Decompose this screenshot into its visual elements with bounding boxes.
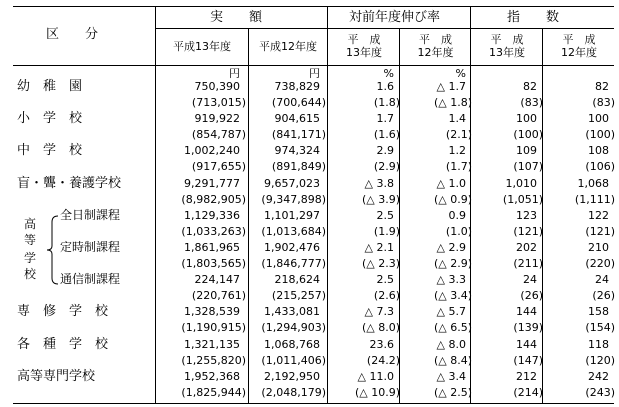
row-label: 定時制課程 <box>60 240 121 254</box>
table-cell: (1,294,903) <box>261 321 326 334</box>
table-cell: (1,033,263) <box>181 225 246 238</box>
table-cell: (1.9) <box>373 225 400 238</box>
header-growth-h12-l1: 平 成 <box>419 33 452 46</box>
table-cell: 242 <box>588 370 609 383</box>
table-cell: 1,861,965 <box>184 241 240 254</box>
table-cell: (△ 3.4) <box>433 289 472 302</box>
table-cell: (△ 8.0) <box>361 321 400 334</box>
header-category: 区 分 <box>46 27 99 42</box>
table-cell: △ 3.8 <box>364 177 394 190</box>
unit-yen-13: 円 <box>229 67 240 80</box>
table-cell: (100) <box>513 128 543 141</box>
table-cell: (83) <box>592 96 615 109</box>
row-label: 専 修 学 校 <box>17 304 109 319</box>
table-cell: △ 3.3 <box>436 273 466 286</box>
table-cell: 218,624 <box>274 273 320 286</box>
table-cell: (△ 2.3) <box>361 257 400 270</box>
table-cell: (1,803,565) <box>181 257 246 270</box>
table-cell: (△ 2.9) <box>433 257 472 270</box>
table-cell: (107) <box>513 160 543 173</box>
table-cell: (2.9) <box>373 160 400 173</box>
table-cell: 82 <box>523 80 537 93</box>
table-cell: 100 <box>516 112 537 125</box>
table-cell: (2.6) <box>373 289 400 302</box>
table-cell: (211) <box>513 257 543 270</box>
table-cell: 0.9 <box>448 209 466 222</box>
row-label: 通信制課程 <box>60 272 121 286</box>
table-cell: 2.5 <box>376 209 394 222</box>
table-cell: (1,825,944) <box>181 386 246 399</box>
table-cell: 919,922 <box>194 112 240 125</box>
table-cell: 210 <box>588 241 609 254</box>
table-cell: (1,011,406) <box>261 354 326 367</box>
unit-pct-12: % <box>455 67 466 80</box>
table-cell: (120) <box>585 354 615 367</box>
table-cell: 224,147 <box>194 273 240 286</box>
table-cell: (854,787) <box>191 128 246 141</box>
unit-yen-12: 円 <box>309 67 320 80</box>
table-cell: (24.2) <box>366 354 400 367</box>
table-cell: 144 <box>516 338 537 351</box>
table-cell: 109 <box>516 144 537 157</box>
table-cell: 1,068 <box>577 177 609 190</box>
table-cell: (△ 8.4) <box>433 354 472 367</box>
table-cell: (1.8) <box>373 96 400 109</box>
table-cell: (1,846,777) <box>261 257 326 270</box>
table-cell: (220) <box>585 257 615 270</box>
table-cell: 118 <box>588 338 609 351</box>
table-cell: (106) <box>585 160 615 173</box>
table-cell: (△ 2.5) <box>433 386 472 399</box>
table-cell: (2,048,179) <box>261 386 326 399</box>
table-cell: 974,324 <box>274 144 320 157</box>
row-label: 幼 稚 園 <box>17 79 83 94</box>
table-cell: 1,321,135 <box>184 338 240 351</box>
table-cell: (100) <box>585 128 615 141</box>
table-cell: (917,655) <box>191 160 246 173</box>
table-cell: 1,902,476 <box>264 241 320 254</box>
table-cell: 1.2 <box>448 144 466 157</box>
table-cell: (9,347,898) <box>261 193 326 206</box>
table-cell: (1.6) <box>373 128 400 141</box>
table-cell: 9,291,777 <box>184 177 240 190</box>
header-index-h13-l2: 13年度 <box>489 46 525 59</box>
group-label-char: 高 <box>24 217 37 231</box>
table-cell: 904,615 <box>274 112 320 125</box>
table-cell: 1,002,240 <box>184 144 240 157</box>
table-cell: 2,192,950 <box>264 370 320 383</box>
table-cell: (1,111) <box>574 193 615 206</box>
table-cell: △ 3.4 <box>436 370 466 383</box>
table-cell: (1,051) <box>502 193 543 206</box>
header-growth: 対前年度伸び率 <box>349 10 441 25</box>
table-cell: △ 1.7 <box>436 80 466 93</box>
table-cell: (154) <box>585 321 615 334</box>
header-growth-h12-l2: 12年度 <box>417 46 454 59</box>
table-cell: 82 <box>595 80 609 93</box>
table-cell: 1,101,297 <box>264 209 320 222</box>
table-cell: 100 <box>588 112 609 125</box>
table-cell: 2.5 <box>376 273 394 286</box>
table-cell: 738,829 <box>274 80 320 93</box>
table-cell: (1,013,684) <box>261 225 326 238</box>
table-cell: 158 <box>588 305 609 318</box>
header-actual: 実 額 <box>210 10 263 25</box>
table-cell: (713,015) <box>191 96 246 109</box>
table-cell: 1,433,081 <box>264 305 320 318</box>
table-cell: 1,010 <box>505 177 537 190</box>
table-cell: △ 8.0 <box>436 338 466 351</box>
table-cell: 1,068,768 <box>264 338 320 351</box>
table-cell: (1.0) <box>445 225 472 238</box>
table-cell: (121) <box>585 225 615 238</box>
table-cell: 1,952,368 <box>184 370 240 383</box>
table-cell: (841,171) <box>271 128 326 141</box>
table-cell: (△ 6.5) <box>433 321 472 334</box>
row-label: 盲・聾・養護学校 <box>17 176 122 191</box>
table-cell: (△ 3.9) <box>361 193 400 206</box>
table-cell: △ 2.9 <box>436 241 466 254</box>
table-cell: 123 <box>516 209 537 222</box>
table-cell: 24 <box>523 273 537 286</box>
table-cell: (1.7) <box>445 160 472 173</box>
table-cell: (8,982,905) <box>181 193 246 206</box>
row-label: 高等専門学校 <box>17 369 96 384</box>
row-label: 各 種 学 校 <box>17 337 109 352</box>
table-cell: 1.7 <box>376 112 394 125</box>
table-cell: (26) <box>592 289 615 302</box>
table-cell: (215,257) <box>271 289 326 302</box>
table-cell: 1,129,336 <box>184 209 240 222</box>
row-label: 全日制課程 <box>60 208 121 222</box>
table-cell: (139) <box>513 321 543 334</box>
table-cell: (26) <box>520 289 543 302</box>
table-cell: 144 <box>516 305 537 318</box>
table-cell: 202 <box>516 241 537 254</box>
unit-pct-13: % <box>383 67 394 80</box>
header-index-h12-l1: 平 成 <box>562 33 596 46</box>
table-cell: (1,255,820) <box>181 354 246 367</box>
table-cell: (243) <box>585 386 615 399</box>
group-brace <box>47 216 58 284</box>
group-label-char: 等 <box>24 233 37 247</box>
header-index-h13-l1: 平 成 <box>490 33 524 46</box>
table-cell: 2.9 <box>376 144 394 157</box>
table-cell: △ 7.3 <box>364 305 394 318</box>
header-growth-h13-l1: 平 成 <box>347 33 381 46</box>
table-cell: 122 <box>588 209 609 222</box>
table-cell: (△ 1.8) <box>433 96 472 109</box>
table-cell: 1.4 <box>448 112 466 125</box>
table-cell: (220,761) <box>191 289 246 302</box>
table-cell: 212 <box>516 370 537 383</box>
header-actual-h13: 平成13年度 <box>173 40 231 53</box>
table-cell: (△ 10.9) <box>354 386 400 399</box>
row-label: 小 学 校 <box>17 111 83 126</box>
group-label-char: 校 <box>24 267 37 281</box>
table-cell: (121) <box>513 225 543 238</box>
table-cell: 9,657,023 <box>264 177 320 190</box>
table-cell: (147) <box>513 354 543 367</box>
table-cell: (891,849) <box>271 160 326 173</box>
table-cell: △ 1.0 <box>436 177 466 190</box>
table-cell: 750,390 <box>194 80 240 93</box>
table-cell: (214) <box>513 386 543 399</box>
table-cell: 24 <box>595 273 609 286</box>
table-cell: (83) <box>520 96 543 109</box>
header-growth-h13-l2: 13年度 <box>346 46 382 59</box>
table-cell: △ 5.7 <box>436 305 466 318</box>
table-cell: (2.1) <box>445 128 472 141</box>
group-label-char: 学 <box>24 251 37 265</box>
header-index-h12-l2: 12年度 <box>561 46 597 59</box>
table-cell: (700,644) <box>271 96 326 109</box>
table-cell: 1.6 <box>376 80 394 93</box>
row-label: 中 学 校 <box>17 143 83 158</box>
header-actual-h12: 平成12年度 <box>259 40 317 53</box>
table-cell: (1,190,915) <box>181 321 246 334</box>
table-cell: 1,328,539 <box>184 305 240 318</box>
table-cell: 108 <box>588 144 609 157</box>
table-cell: (△ 0.9) <box>433 193 472 206</box>
table-cell: 23.6 <box>369 338 394 351</box>
table-cell: △ 2.1 <box>364 241 394 254</box>
table-cell: △ 11.0 <box>357 370 394 383</box>
header-index: 指 数 <box>507 10 560 25</box>
